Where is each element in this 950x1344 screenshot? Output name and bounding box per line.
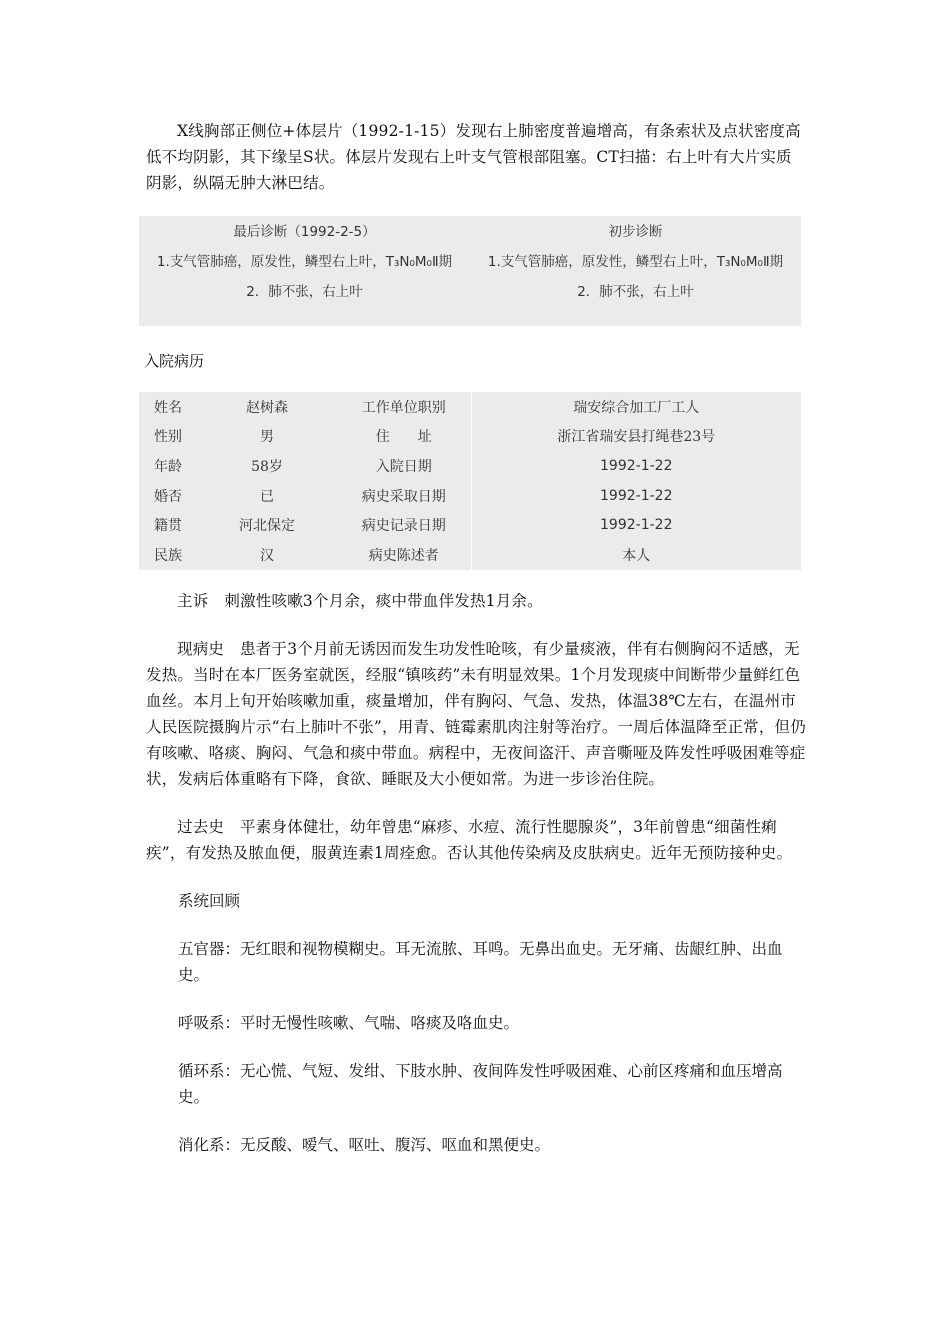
table-row [139,481,801,511]
field-value: 河北保定 [239,518,295,535]
field-label: 病史记录日期 [361,518,446,535]
table-row [139,392,801,422]
field-label: 住 址 [375,429,432,446]
field-label: 入院日期 [375,458,432,475]
system-review-circulatory: 循环系：无心慌、气短、发绀、下肢水肿、夜间阵发性呼吸困难、心前区疼痛和血压增高史。 [178,1061,783,1106]
system-review-digestive: 消化系：无反酸、嗳气、呕吐、腹泻、呕血和黑便史。 [178,1135,551,1154]
field-value: 已 [260,488,274,505]
field-value: 1992-1-22 [471,510,801,540]
present-illness [146,636,806,792]
table-row [139,540,801,570]
system-review-respiratory: 呼吸系：平时无慢性咳嗽、气喘、咯痰及咯血史。 [178,1013,520,1032]
field-value: 本人 [471,540,801,570]
final-diagnosis-item: 1.支气管肺癌，原发性，鳞型右上叶，T₃N₀M₀Ⅱ期 [156,254,453,270]
xray-findings-paragraph: X线胸部正侧位+体层片（1992-1-15）发现右上肺密度普遍增高，有条索状及点状密度高低不均阴影，其下缘呈S状。体层片发现右上叶支气管根部阻塞。CT扫描：右上叶有大片实质阴影，纵隔无肿大淋巴结。 [146,122,801,192]
field-value: 赵树森 [246,399,288,416]
field-value: 58岁 [251,458,283,475]
field-label: 姓名 [154,399,182,416]
system-review-ent: 五官器：无红眼和视物模糊史。耳无流脓、耳鸣。无鼻出血史。无牙痛、齿龈红肿、出血史。 [178,939,783,984]
initial-diagnosis-item: 1.支气管肺癌，原发性，鳞型右上叶，T₃N₀M₀Ⅱ期 [487,254,784,270]
field-label: 婚否 [154,488,182,505]
table-row [139,510,801,540]
table-row [139,451,801,481]
present-illness-text: 患者于3个月前无诱因而发生功发性呛咳，有少量痰液，伴有右侧胸闷不适感，无发热。当时在本厂医务室就医，经服“镇咳药”未有明显效果。1个月发现痰中间断带少量鲜红色血丝。本月上旬开始咳嗽加重，痰量增加，伴有胸闷、气急、发热，体温38℃左右，在温州市人民医院摄胸片示“右上肺叶不张”，用青、链霉素肌肉注射等治疗。一周后体温降至正常，但仍有咳嗽、咯痰、胸闷、气急和痰中带血。病程中，无夜间盗汗、声音嘶哑及阵发性呼吸困难等症状，发病后体重略有下降，食欲、睡眠及大小便如常。为进一步诊治住院。 [146,639,806,788]
diagnosis-table [139,216,801,326]
field-value: 1992-1-22 [471,451,801,481]
chief-complaint-text: 刺激性咳嗽3个月余，痰中带血伴发热1月余。 [224,591,543,610]
final-diagnosis-item: 2．肺不张，右上叶 [246,284,363,300]
field-label: 年龄 [154,458,182,475]
chief-complaint-label: 主诉 [177,591,209,610]
field-label: 病史采取日期 [361,488,446,505]
past-history [146,814,806,866]
final-diagnosis-column [139,216,470,307]
field-value: 汉 [260,547,274,564]
initial-diagnosis-header: 初步诊断 [608,224,663,240]
initial-diagnosis-item: 2．肺不张，右上叶 [577,284,694,300]
present-illness-label: 现病史 [177,639,225,658]
past-history-label: 过去史 [177,817,225,836]
past-history-text: 平素身体健壮，幼年曾患“麻疹、水痘、流行性腮腺炎”，3年前曾患“细菌性痢疾”，有发热及脓血便，服黄连素1周痊愈。否认其他传染病及皮肤病史。近年无预防接种史。 [146,817,793,862]
field-label: 民族 [154,547,182,564]
field-value: 1992-1-22 [471,481,801,511]
final-diagnosis-header: 最后诊断（1992-2-5） [233,224,376,240]
table-row [139,422,801,452]
document-page [146,118,806,1158]
field-label: 工作单位职别 [361,399,446,416]
initial-diagnosis-column [470,216,801,307]
field-value: 浙江省瑞安县打绳巷23号 [471,422,801,452]
field-value: 瑞安综合加工厂工人 [471,392,801,422]
field-value: 男 [260,429,274,446]
chief-complaint [146,588,806,614]
field-label: 籍贯 [154,518,182,535]
field-label: 病史陈述者 [368,547,439,564]
system-review-heading: 系统回顾 [178,891,241,910]
patient-info-table [139,392,801,570]
field-label: 性别 [154,429,182,446]
admission-record-heading: 入院病历 [144,352,205,370]
